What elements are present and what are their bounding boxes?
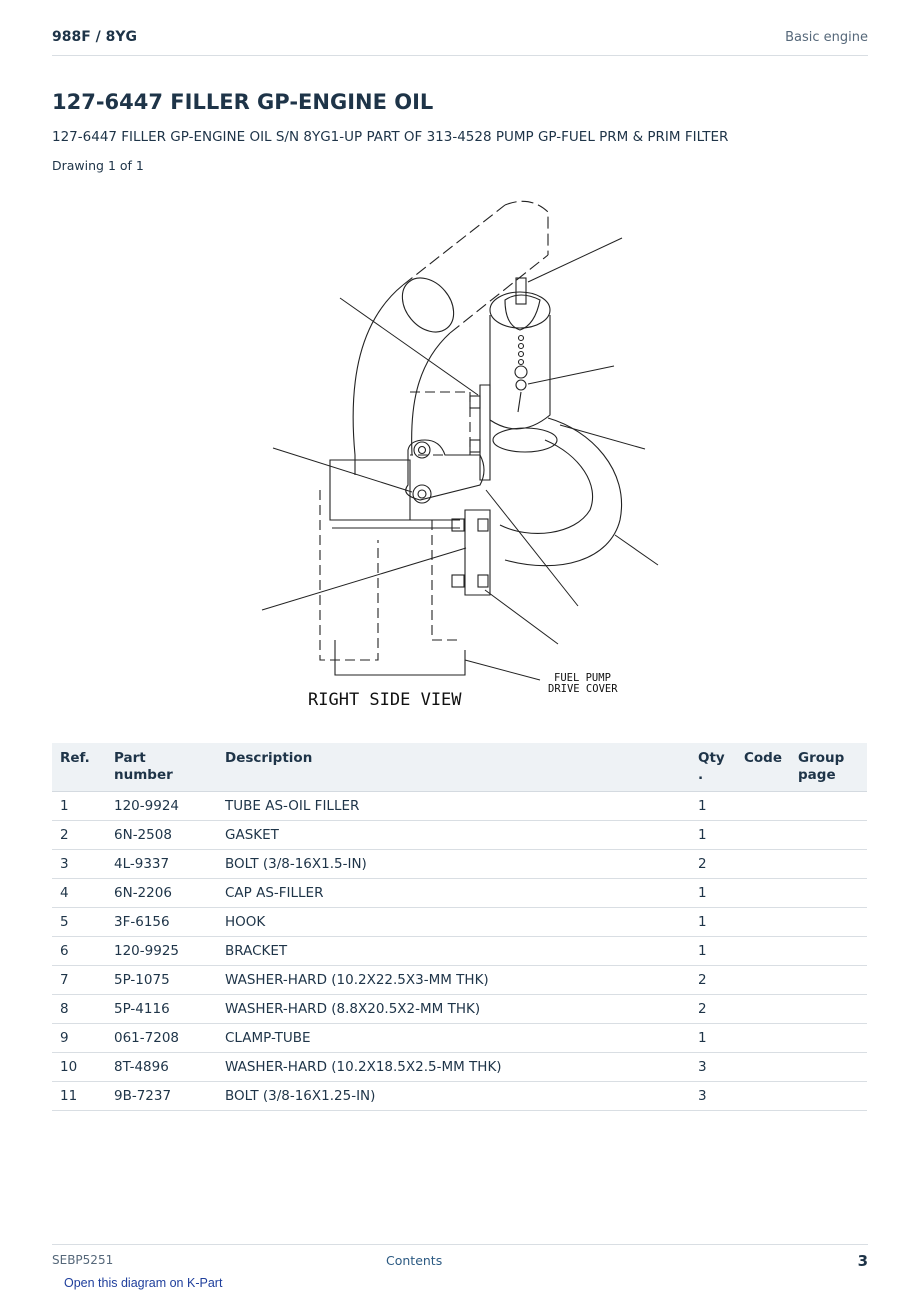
cell-part-number: 120-9924 — [106, 792, 217, 821]
table-row — [52, 937, 867, 966]
cell-group-page — [790, 995, 867, 1024]
cell-group-page — [790, 966, 867, 995]
cell-group-page — [790, 1053, 867, 1082]
table-row — [52, 1024, 867, 1053]
header-section: Basic engine — [785, 30, 868, 45]
cell-group-page — [790, 792, 867, 821]
bracket-body — [330, 460, 410, 520]
cell-qty: 3 — [690, 1082, 736, 1111]
drawing-view-label: RIGHT SIDE VIEW — [308, 690, 462, 710]
filler-tube — [490, 315, 550, 429]
mounting-plate — [480, 385, 490, 480]
cell-qty: 1 — [690, 908, 736, 937]
cell-qty: 2 — [690, 850, 736, 879]
cell-ref: 2 — [52, 821, 106, 850]
col-code: Code — [736, 743, 790, 792]
drawing-count: Drawing 1 of 1 — [52, 158, 144, 173]
lower-bend-tube — [500, 418, 622, 566]
cell-code — [736, 850, 790, 879]
col-description: Description — [217, 743, 690, 792]
cell-description: BRACKET — [217, 937, 690, 966]
cell-qty: 2 — [690, 995, 736, 1024]
cell-qty: 2 — [690, 966, 736, 995]
contents-link[interactable]: Contents — [386, 1253, 443, 1268]
cell-ref: 8 — [52, 995, 106, 1024]
cell-description: WASHER-HARD (10.2X18.5X2.5-MM THK) — [217, 1053, 690, 1082]
cell-ref: 10 — [52, 1053, 106, 1082]
table-row — [52, 995, 867, 1024]
cell-group-page — [790, 1024, 867, 1053]
cell-part-number: 5P-4116 — [106, 995, 217, 1024]
cell-code — [736, 937, 790, 966]
leader-lines — [262, 238, 658, 680]
col-part-number: Part number — [106, 743, 217, 792]
footer-divider — [52, 1244, 868, 1245]
cell-part-number: 5P-1075 — [106, 966, 217, 995]
cell-code — [736, 1024, 790, 1053]
cell-ref: 1 — [52, 792, 106, 821]
table-row — [52, 850, 867, 879]
cell-code — [736, 879, 790, 908]
parts-table — [52, 743, 867, 1111]
cell-part-number: 9B-7237 — [106, 1082, 217, 1111]
col-qty: Qty . — [690, 743, 736, 792]
cell-ref: 11 — [52, 1082, 106, 1111]
page-number: 3 — [857, 1252, 868, 1270]
cell-part-number: 6N-2508 — [106, 821, 217, 850]
cell-description: WASHER-HARD (8.8X20.5X2-MM THK) — [217, 995, 690, 1024]
cell-qty: 1 — [690, 937, 736, 966]
upper-tube-outline — [403, 201, 548, 333]
cell-code — [736, 1082, 790, 1111]
cell-part-number: 4L-9337 — [106, 850, 217, 879]
cell-ref: 6 — [52, 937, 106, 966]
table-row — [52, 908, 867, 937]
page-subtitle: 127-6447 FILLER GP-ENGINE OIL S/N 8YG1-UP PART OF 313-4528 PUMP GP-FUEL PRM & PRIM FILTER — [52, 129, 729, 145]
table-row — [52, 821, 867, 850]
table-row — [52, 966, 867, 995]
cell-description: CAP AS-FILLER — [217, 879, 690, 908]
cell-group-page — [790, 937, 867, 966]
col-group-page: Group page — [790, 743, 867, 792]
cell-ref: 9 — [52, 1024, 106, 1053]
page-title: 127-6447 FILLER GP-ENGINE OIL — [52, 90, 434, 114]
cell-description: WASHER-HARD (10.2X22.5X3-MM THK) — [217, 966, 690, 995]
parts-diagram — [240, 190, 680, 715]
cell-code — [736, 792, 790, 821]
cell-ref: 4 — [52, 879, 106, 908]
drawing-callout-line1: FUEL PUMP — [554, 672, 611, 684]
engine-block-hidden — [320, 392, 470, 660]
cell-group-page — [790, 850, 867, 879]
header-model: 988F / 8YG — [52, 29, 138, 45]
cell-description: BOLT (3/8-16X1.25-IN) — [217, 1082, 690, 1111]
elbow-tube — [353, 285, 450, 475]
cell-qty: 1 — [690, 1024, 736, 1053]
cell-code — [736, 908, 790, 937]
cell-code — [736, 995, 790, 1024]
cell-group-page — [790, 1082, 867, 1111]
cell-group-page — [790, 908, 867, 937]
table-row — [52, 1082, 867, 1111]
cell-group-page — [790, 879, 867, 908]
cell-description: HOOK — [217, 908, 690, 937]
chain — [515, 336, 527, 413]
cell-ref: 5 — [52, 908, 106, 937]
cell-part-number: 8T-4896 — [106, 1053, 217, 1082]
kpart-link[interactable]: Open this diagram on K-Part — [64, 1276, 223, 1290]
cell-ref: 7 — [52, 966, 106, 995]
cell-description: BOLT (3/8-16X1.5-IN) — [217, 850, 690, 879]
cell-code — [736, 966, 790, 995]
tube-clamp — [406, 440, 484, 500]
cell-ref: 3 — [52, 850, 106, 879]
table-header-row — [52, 743, 867, 792]
cell-qty: 1 — [690, 821, 736, 850]
table-row — [52, 1053, 867, 1082]
drawing-callout-line2: DRIVE COVER — [548, 683, 618, 695]
cell-code — [736, 1053, 790, 1082]
cell-part-number: 120-9925 — [106, 937, 217, 966]
cell-qty: 1 — [690, 792, 736, 821]
cell-description: CLAMP-TUBE — [217, 1024, 690, 1053]
cell-group-page — [790, 821, 867, 850]
cell-qty: 1 — [690, 879, 736, 908]
cell-part-number: 3F-6156 — [106, 908, 217, 937]
footer-doc-id: SEBP5251 — [52, 1253, 114, 1267]
cell-description: TUBE AS-OIL FILLER — [217, 792, 690, 821]
table-row — [52, 879, 867, 908]
bolt-head — [413, 485, 431, 503]
col-ref: Ref. — [52, 743, 106, 792]
cell-part-number: 061-7208 — [106, 1024, 217, 1053]
cell-part-number: 6N-2206 — [106, 879, 217, 908]
cell-qty: 3 — [690, 1053, 736, 1082]
cell-code — [736, 821, 790, 850]
header-divider — [52, 55, 868, 56]
cell-description: GASKET — [217, 821, 690, 850]
table-row — [52, 792, 867, 821]
